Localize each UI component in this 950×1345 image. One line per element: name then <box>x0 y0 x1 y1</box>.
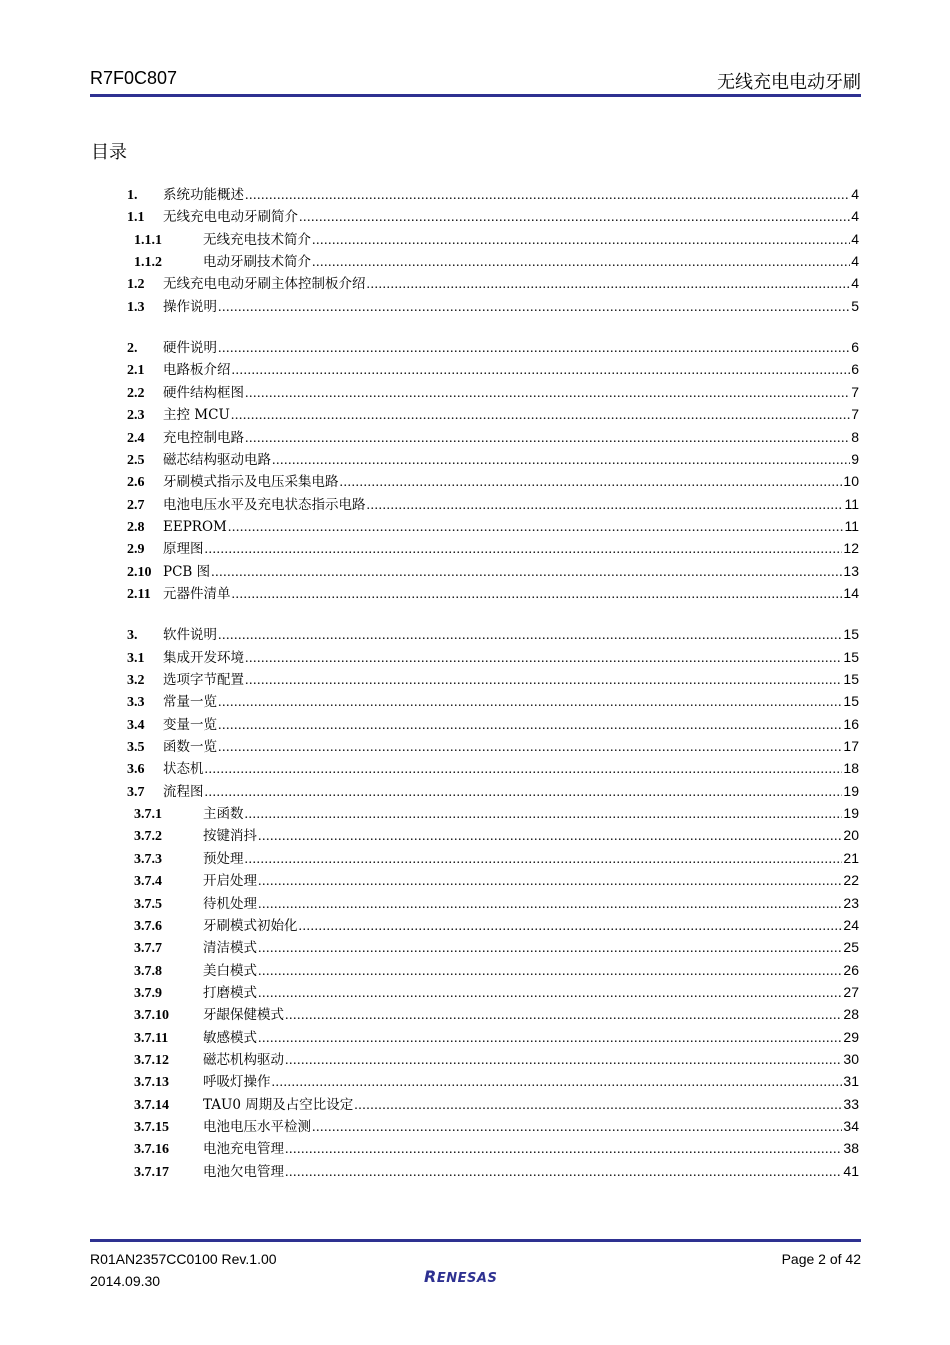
toc-entry-number: 1.1.1 <box>134 232 162 248</box>
toc-entry[interactable] <box>127 735 859 757</box>
renesas-logo-text: RENESAS <box>424 1267 498 1286</box>
toc-entry-title: 按键消抖 <box>203 828 257 845</box>
toc-entry[interactable] <box>127 426 859 448</box>
toc-entry-page: 30 <box>843 1050 859 1067</box>
toc-entry-number: 2.6 <box>127 475 145 491</box>
toc-entry-title: 磁芯结构驱动电路 <box>163 451 271 468</box>
footer-page-number: Page 2 of 42 <box>781 1251 861 1267</box>
toc-entry[interactable] <box>127 336 859 358</box>
toc-entry[interactable] <box>127 646 859 668</box>
toc-entry-number: 3. <box>127 628 138 644</box>
toc-entry-page: 21 <box>843 849 859 866</box>
toc-leader-dots <box>218 297 850 319</box>
toc-entry-page: 33 <box>843 1095 859 1112</box>
toc-entry-title: 硬件结构框图 <box>163 384 244 401</box>
toc-leader-dots <box>312 230 850 252</box>
toc-entry[interactable] <box>127 713 859 735</box>
toc-entry[interactable] <box>127 228 859 250</box>
toc-entry[interactable] <box>127 403 859 425</box>
toc-entry[interactable] <box>127 847 859 869</box>
toc-entry-number: 3.3 <box>127 695 145 711</box>
toc-entry-title: 呼吸灯操作 <box>203 1074 271 1091</box>
toc-leader-dots <box>218 692 842 714</box>
footer-document-id: R01AN2357CC0100 Rev.1.00 <box>90 1251 277 1267</box>
toc-entry-page: 29 <box>843 1028 859 1045</box>
toc-entry-number: 3.7.6 <box>134 918 162 934</box>
toc-leader-dots <box>258 938 842 960</box>
footer-divider <box>90 1239 861 1242</box>
toc-entry[interactable] <box>127 623 859 645</box>
toc-entry-page: 15 <box>843 626 859 643</box>
toc-entry-page: 27 <box>843 983 859 1000</box>
toc-leader-dots <box>231 405 850 427</box>
toc-entry[interactable] <box>127 1093 859 1115</box>
toc-entry-page: 19 <box>843 782 859 799</box>
toc-leader-dots <box>245 428 850 450</box>
toc-entry-number: 3.1 <box>127 650 145 666</box>
toc-entry-page: 23 <box>843 894 859 911</box>
toc-entry-title: 硬件说明 <box>163 340 217 357</box>
toc-entry[interactable] <box>127 780 859 802</box>
toc-leader-dots <box>218 338 850 360</box>
renesas-logo <box>424 1267 497 1286</box>
toc-entry-number: 3.7.7 <box>134 941 162 957</box>
toc-leader-dots <box>272 1072 843 1094</box>
toc-entry-number: 3.7.13 <box>134 1075 169 1091</box>
toc-entry-number: 3.7.1 <box>134 807 162 823</box>
toc-entry-number: 3.7.4 <box>134 874 162 890</box>
toc-leader-dots <box>245 670 842 692</box>
toc-entry-number: 1.2 <box>127 277 145 293</box>
toc-leader-dots <box>228 517 844 539</box>
toc-entry-number: 2.8 <box>127 519 145 535</box>
toc-entry[interactable] <box>127 1137 859 1159</box>
toc-entry-number: 2.3 <box>127 408 145 424</box>
toc-entry-number: 2.11 <box>127 586 151 602</box>
toc-leader-dots <box>245 383 850 405</box>
toc-leader-dots <box>258 1028 842 1050</box>
toc-entry-page: 15 <box>843 693 859 710</box>
toc-leader-dots <box>232 360 851 382</box>
toc-entry[interactable] <box>127 981 859 1003</box>
toc-entry-number: 3.6 <box>127 762 145 778</box>
toc-leader-dots <box>285 1139 842 1161</box>
toc-entry-page: 4 <box>851 186 859 202</box>
toc-entry-number: 1. <box>127 188 138 203</box>
toc-entry-page: 41 <box>843 1162 859 1179</box>
toc-entry-page: 4 <box>851 275 859 292</box>
toc-leader-dots <box>245 849 843 871</box>
toc-entry-number: 3.7 <box>127 784 145 800</box>
toc-entry-page: 22 <box>843 872 859 889</box>
toc-heading: 目录 <box>91 142 127 163</box>
toc-leader-dots <box>245 648 842 670</box>
toc-leader-dots <box>312 252 850 274</box>
toc-leader-dots <box>211 562 842 584</box>
toc-entry[interactable] <box>127 381 859 403</box>
toc-leader-dots <box>272 450 850 472</box>
toc-leader-dots <box>205 759 843 781</box>
toc-entry-number: 3.5 <box>127 740 145 756</box>
toc-entry-title: 元器件清单 <box>163 585 231 602</box>
toc-entry-title: 集成开发环境 <box>163 649 244 666</box>
toc-entry-title: 磁芯机构驱动 <box>203 1051 284 1068</box>
toc-entry[interactable] <box>127 892 859 914</box>
toc-entry-page: 20 <box>843 827 859 844</box>
toc-entry[interactable] <box>127 183 859 205</box>
toc-entry-title: 电动牙刷技术简介 <box>203 254 311 271</box>
toc-leader-dots <box>299 207 850 229</box>
toc-leader-dots <box>258 961 842 983</box>
toc-entry-title: 主控 MCU <box>163 407 230 424</box>
toc-entry-page: 4 <box>851 253 859 270</box>
toc-entry-title: 无线充电电动牙刷简介 <box>163 209 298 226</box>
toc-leader-dots <box>258 871 842 893</box>
toc-entry[interactable] <box>127 295 859 317</box>
toc-entry[interactable] <box>127 914 859 936</box>
toc-entry-title: 操作说明 <box>163 298 217 315</box>
toc-entry[interactable] <box>127 869 859 891</box>
toc-entry[interactable] <box>127 250 859 272</box>
toc-entry-title: 原理图 <box>163 541 204 558</box>
toc-entry-number: 2.7 <box>127 497 145 513</box>
toc-entry-number: 3.7.8 <box>134 963 162 979</box>
toc-entry-title: 牙刷模式指示及电压采集电路 <box>163 474 339 491</box>
toc-leader-dots <box>354 1095 842 1117</box>
toc-entry-page: 34 <box>843 1118 859 1134</box>
toc-leader-dots <box>285 1050 842 1072</box>
toc-entry-title: 变量一览 <box>163 716 217 733</box>
toc-entry-number: 3.7.12 <box>134 1052 169 1068</box>
toc-entry-title: 美白模式 <box>203 962 257 979</box>
toc-entry-title: EEPROM <box>163 518 227 535</box>
toc-entry-page: 11 <box>844 517 859 534</box>
toc-entry-page: 17 <box>843 738 859 755</box>
toc-entry-number: 3.7.5 <box>134 896 162 912</box>
toc-entry-number: 3.7.17 <box>134 1164 169 1180</box>
toc-entry-number: 2.1 <box>127 363 145 379</box>
toc-entry-title: 清洁模式 <box>203 940 257 957</box>
toc-entry-page: 18 <box>843 760 859 777</box>
toc-entry-title: 无线充电电动牙刷主体控制板介绍 <box>163 276 366 293</box>
toc-leader-dots <box>205 539 843 561</box>
toc-entry[interactable] <box>127 936 859 958</box>
toc-entry-title: 牙龈保健模式 <box>203 1007 284 1024</box>
toc-entry-page: 7 <box>851 383 859 400</box>
toc-leader-dots <box>258 894 842 916</box>
toc-entry-page: 5 <box>851 297 859 314</box>
toc-entry[interactable] <box>127 560 859 582</box>
toc-entry[interactable] <box>127 959 859 981</box>
toc-entry-page: 38 <box>843 1140 859 1157</box>
toc-entry-number: 3.7.2 <box>134 829 162 845</box>
toc-entry-number: 2. <box>127 341 138 357</box>
toc-entry-title: 选项字节配置 <box>163 672 244 688</box>
toc-entry-number: 2.4 <box>127 430 145 446</box>
toc-entry-title: 电池电压水平检测 <box>203 1119 311 1135</box>
toc-entry-number: 3.7.3 <box>134 851 162 867</box>
toc-entry[interactable] <box>127 582 859 604</box>
toc-leader-dots <box>218 625 842 647</box>
toc-entry[interactable] <box>127 515 859 537</box>
footer-date: 2014.09.30 <box>90 1273 161 1289</box>
toc-entry-title: 状态机 <box>163 761 204 778</box>
toc-entry-page: 6 <box>851 339 859 356</box>
toc-entry-number: 3.7.11 <box>134 1030 169 1046</box>
toc-entry-title: 预处理 <box>203 850 244 867</box>
toc-entry[interactable] <box>127 757 859 779</box>
toc-entry-page: 6 <box>851 361 859 378</box>
header-document-title: 无线充电电动牙刷 <box>717 72 861 93</box>
toc-entry[interactable] <box>127 1070 859 1092</box>
toc-entry-page: 28 <box>843 1006 859 1023</box>
toc-entry-number: 1.1.2 <box>134 255 162 271</box>
toc-entry[interactable] <box>127 448 859 470</box>
toc-entry-title: 系统功能概述 <box>163 187 244 203</box>
toc-entry[interactable] <box>127 690 859 712</box>
toc-entry-title: PCB 图 <box>163 563 211 580</box>
header-product-code: R7F0C807 <box>90 68 178 88</box>
toc-entry-title: 电池欠电管理 <box>203 1163 284 1180</box>
toc-leader-dots <box>245 185 850 207</box>
toc-leader-dots <box>299 916 843 938</box>
toc-entry-title: 敏感模式 <box>203 1029 257 1046</box>
toc-entry-page: 10 <box>843 473 859 490</box>
toc-entry-number: 3.7.9 <box>134 985 162 1001</box>
toc-entry-title: 待机处理 <box>203 895 257 912</box>
toc-leader-dots <box>258 826 842 848</box>
toc-entry-page: 11 <box>844 495 859 512</box>
toc-entry-page: 31 <box>843 1073 859 1090</box>
toc-leader-dots <box>312 1117 842 1139</box>
toc-entry-page: 14 <box>843 584 859 601</box>
toc-entry[interactable] <box>127 1115 859 1137</box>
toc-entry-page: 25 <box>843 939 859 956</box>
toc-leader-dots <box>367 495 844 517</box>
header-divider <box>90 94 861 97</box>
toc-entry-number: 2.2 <box>127 385 145 401</box>
toc-entry-page: 7 <box>851 406 859 423</box>
toc-entry[interactable] <box>127 537 859 559</box>
toc-entry-title: 常量一览 <box>163 694 217 711</box>
toc-entry-number: 1.3 <box>127 299 145 315</box>
toc-entry-title: 打磨模式 <box>203 984 257 1001</box>
toc-entry-number: 3.7.15 <box>134 1120 169 1135</box>
toc-entry-page: 12 <box>843 540 859 557</box>
toc-entry-page: 16 <box>843 715 859 732</box>
toc-entry[interactable] <box>127 824 859 846</box>
toc-entry-page: 26 <box>843 961 859 978</box>
toc-entry-title: 流程图 <box>163 783 204 800</box>
toc-entry[interactable] <box>127 1003 859 1025</box>
toc-entry-number: 3.4 <box>127 717 145 733</box>
toc-leader-dots <box>218 737 842 759</box>
toc-entry-page: 19 <box>843 805 859 822</box>
toc-entry-title: 电路板介绍 <box>163 362 231 379</box>
toc-entry[interactable] <box>127 205 859 227</box>
toc-entry-title: 牙刷模式初始化 <box>203 917 298 934</box>
toc-entry-title: 函数一览 <box>163 739 217 756</box>
toc-entry[interactable] <box>127 1160 859 1182</box>
toc-entry-page: 4 <box>851 230 859 247</box>
toc-entry-page: 15 <box>843 648 859 665</box>
toc-entry-number: 1.1 <box>127 210 145 226</box>
toc-leader-dots <box>205 782 843 804</box>
toc-leader-dots <box>340 472 843 494</box>
toc-entry-title: 无线充电技术简介 <box>203 231 311 248</box>
toc-leader-dots <box>367 274 851 296</box>
toc-leader-dots <box>232 584 843 606</box>
toc-entry-page: 13 <box>843 562 859 579</box>
toc-entry[interactable] <box>127 493 859 515</box>
toc-entry-title: 主函数 <box>203 806 244 823</box>
toc-entry-number: 3.7.10 <box>134 1008 169 1024</box>
toc-entry[interactable] <box>127 470 859 492</box>
toc-entry[interactable] <box>127 358 859 380</box>
toc-entry-number: 2.10 <box>127 564 152 580</box>
toc-entry-page: 24 <box>843 916 859 933</box>
toc-entry-title: 电池电压水平及充电状态指示电路 <box>163 496 366 513</box>
toc-entry-title: 开启处理 <box>203 873 257 890</box>
toc-entry-number: 3.7.16 <box>134 1142 169 1158</box>
toc-entry-page: 8 <box>851 428 859 445</box>
toc-entry-number: 3.7.14 <box>134 1097 169 1113</box>
toc-entry-page: 4 <box>851 208 859 225</box>
toc-leader-dots <box>245 804 843 826</box>
toc-leader-dots <box>285 1162 842 1184</box>
toc-entry[interactable] <box>127 668 859 690</box>
toc-leader-dots <box>285 1005 842 1027</box>
toc-leader-dots <box>258 983 842 1005</box>
toc-entry-page: 15 <box>843 671 859 687</box>
toc-entry[interactable] <box>127 1026 859 1048</box>
toc-entry[interactable] <box>127 1048 859 1070</box>
toc-entry-number: 2.5 <box>127 452 145 468</box>
toc-entry-title: 充电控制电路 <box>163 429 244 446</box>
toc-entry[interactable] <box>127 802 859 824</box>
toc-leader-dots <box>218 715 842 737</box>
toc-entry-number: 2.9 <box>127 542 145 558</box>
toc-entry-title: 软件说明 <box>163 627 217 644</box>
toc-entry-title: 电池充电管理 <box>203 1141 284 1158</box>
toc-entry-page: 9 <box>851 450 859 467</box>
toc-entry-number: 3.2 <box>127 673 145 688</box>
toc-entry[interactable] <box>127 272 859 294</box>
toc-entry-title: TAU0 周期及占空比设定 <box>203 1096 354 1113</box>
